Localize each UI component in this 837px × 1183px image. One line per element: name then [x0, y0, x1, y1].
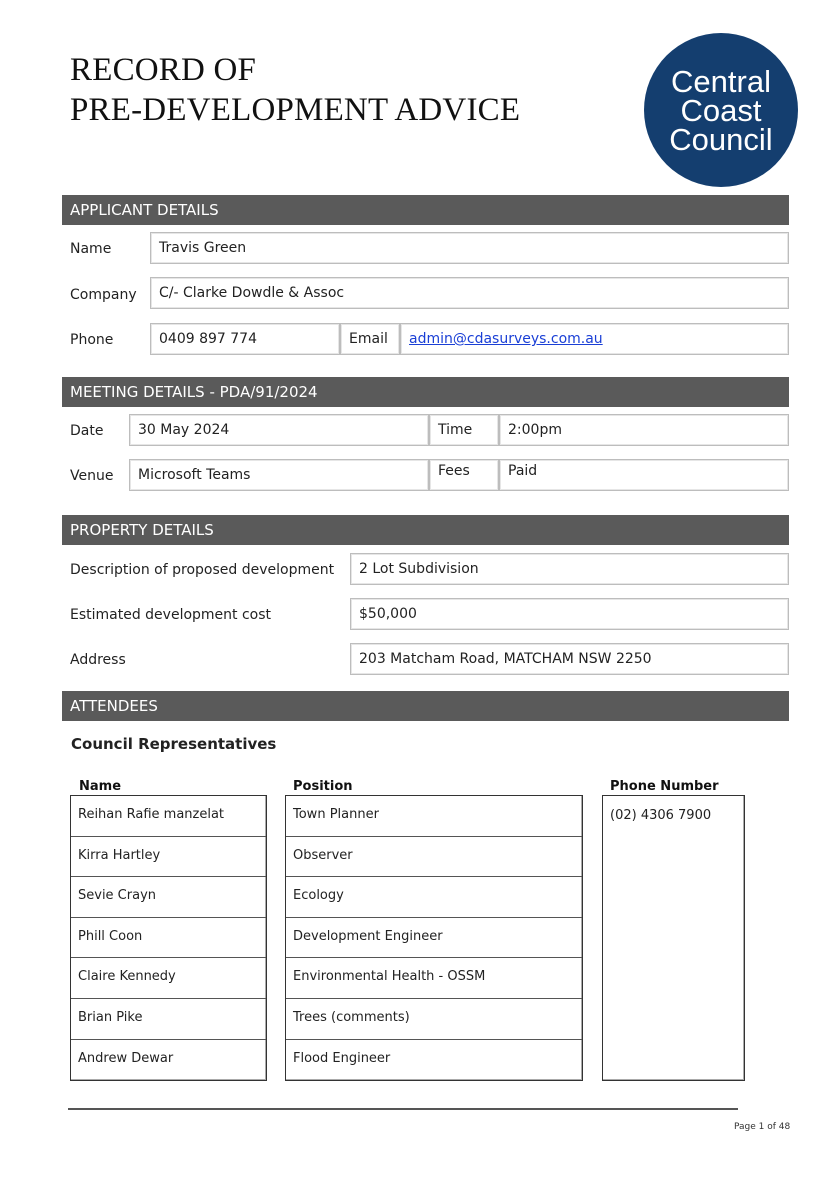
date-label: Date [70, 423, 104, 439]
cost-label: Estimated development cost [70, 607, 272, 623]
position-column-header: Position [293, 779, 353, 794]
company-field: C/- Clarke Dowdle & Assoc [150, 277, 789, 309]
phone-column [602, 795, 745, 1081]
attendee-name: Sevie Crayn [71, 877, 266, 918]
logo-line-2: Coast [680, 92, 762, 128]
attendee-name: Andrew Dewar [78, 1050, 174, 1066]
venue-label: Venue [70, 468, 114, 484]
phone-column-header: Phone Number [610, 779, 719, 794]
attendee-position: Ecology [286, 877, 582, 918]
attendee-name: Reihan Rafie manzelat [71, 796, 266, 837]
fees-label: Fees [429, 459, 499, 491]
attendee-name: Phill Coon [71, 918, 266, 959]
attendee-position: Development Engineer [286, 918, 582, 959]
attendee-position: Environmental Health - OSSM [286, 958, 582, 999]
attendee-position: Observer [286, 837, 582, 878]
page-number: Page 1 of 48 [734, 1122, 791, 1132]
applicant-section-header: APPLICANT DETAILS [62, 195, 789, 225]
company-label: Company [70, 287, 137, 303]
fees-field: Paid [499, 459, 789, 491]
description-field: 2 Lot Subdivision [350, 553, 789, 585]
attendee-position: Trees (comments) [286, 999, 582, 1040]
attendee-name: Kirra Hartley [71, 837, 266, 878]
name-label: Name [70, 241, 112, 257]
name-column-header: Name [79, 779, 122, 794]
title-line-1: RECORD OF [70, 52, 257, 88]
attendee-position: Flood Engineer [293, 1050, 391, 1066]
attendees-section-header: ATTENDEES [62, 691, 789, 721]
phone-label: Phone [70, 332, 114, 348]
venue-field: Microsoft Teams [129, 459, 429, 491]
names-column [70, 795, 267, 1081]
email-field [400, 323, 789, 355]
page-title [70, 50, 520, 130]
meeting-section-header: MEETING DETAILS - PDA/91/2024 [62, 377, 789, 407]
council-phone-number: (02) 4306 7900 [610, 808, 712, 823]
name-field: Travis Green [150, 232, 789, 264]
address-field: 203 Matcham Road, MATCHAM NSW 2250 [350, 643, 789, 675]
email-link[interactable]: admin@cdasurveys.com.au [409, 331, 603, 347]
positions-column [285, 795, 583, 1081]
time-label: Time [429, 414, 499, 446]
cost-field: $50,000 [350, 598, 789, 630]
footer-divider [68, 1108, 738, 1110]
address-label: Address [70, 652, 126, 668]
title-line-2: PRE-DEVELOPMENT ADVICE [70, 92, 521, 128]
logo-line-3: Council [669, 121, 773, 157]
attendee-name: Claire Kennedy [71, 958, 266, 999]
time-field: 2:00pm [499, 414, 789, 446]
attendee-name: Brian Pike [71, 999, 266, 1040]
logo-line-1: Central [671, 63, 771, 99]
property-section-header: PROPERTY DETAILS [62, 515, 789, 545]
council-representatives-heading: Council Representatives [71, 735, 277, 753]
council-logo [644, 33, 798, 187]
description-label: Description of proposed development [70, 562, 335, 578]
email-label: Email [340, 323, 400, 355]
attendee-position: Town Planner [286, 796, 582, 837]
phone-field: 0409 897 774 [150, 323, 340, 355]
date-field: 30 May 2024 [129, 414, 429, 446]
